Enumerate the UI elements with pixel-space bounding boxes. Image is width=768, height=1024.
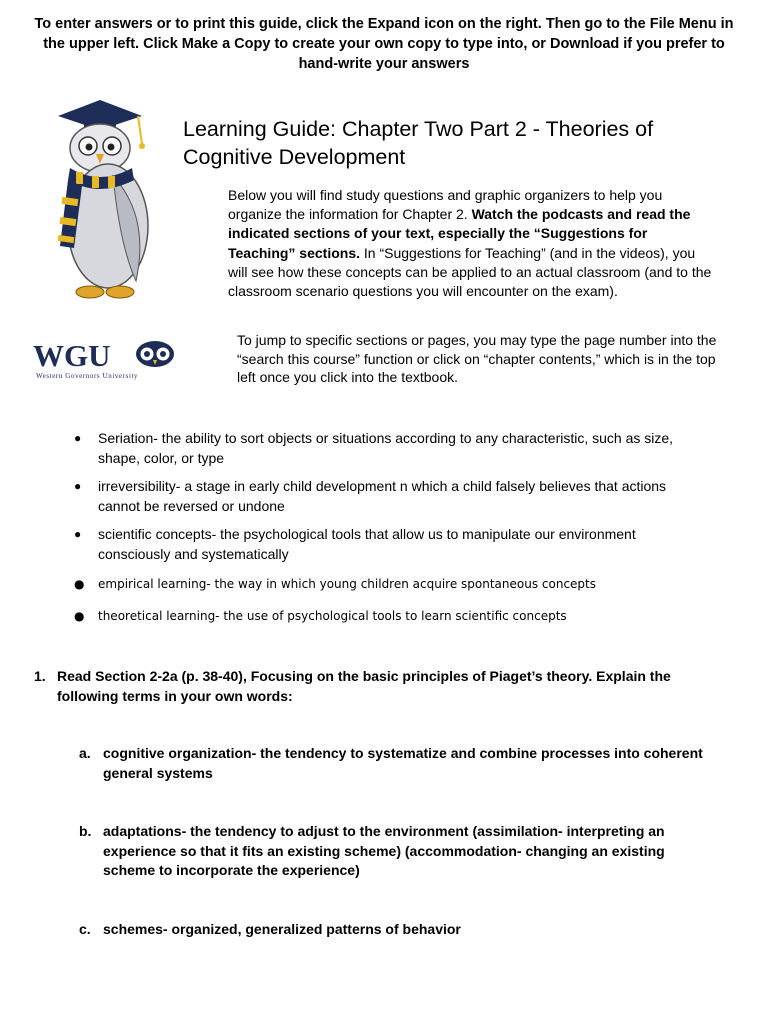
sub-question-letter: c. (79, 921, 91, 937)
bullet-icon: ● (74, 431, 82, 445)
intro-bold-text: Watch the podcasts and read the indicated sections of your text, especially the “Suggestions for Teaching” sections. (228, 206, 691, 261)
list-item (70, 607, 690, 627)
sub-question-text: cognitive organization- the tendency to systematize and combine processes into coherent general systems (103, 745, 703, 781)
intro-text-2: In “Suggestions for Teaching” (and in the videos), you will see how these concepts can be applied to an actual classroom (and to the classroom scenario questions you will encounter on the exam). (228, 244, 712, 300)
list-item (70, 477, 690, 516)
term-text: irreversibility- a stage in early child development n which a child falsely believes that actions cannot be reversed or undone (98, 478, 667, 514)
term-text: theoretical learning- the use of psychological tools to learn scientific concepts (98, 608, 567, 623)
term-text: empirical learning- the way in which young children acquire spontaneous concepts (98, 577, 597, 591)
bullet-icon: ● (74, 527, 82, 541)
sub-question-text: schemes- organized, generalized patterns of behavior (103, 921, 461, 937)
bullet-icon: ● (74, 479, 82, 493)
question-text: Read Section 2-2a (p. 38-40), Focusing on the basic principles of Piaget’s theory. Explain the following terms in your own words: (57, 668, 671, 704)
logo-subtitle: Western Governors University (36, 372, 139, 380)
sub-question-text: adaptations- the tendency to adjust to the environment (assimilation- interpreting an experience so that it fits an existing scheme) (accommodation- changing an existing scheme to incorporate the experience) (103, 823, 665, 878)
intro-text-1: Below you will find study questions and graphic organizers to help you organize the information for Chapter 2. (228, 187, 663, 223)
intro-paragraph (228, 186, 718, 301)
jump-instructions: To jump to specific sections or pages, you may type the page number into the “search this course” function or click on “chapter contents,” which is in the top left once you click into the textbook. (237, 332, 717, 385)
terms-list (70, 429, 690, 626)
sub-question-letter: a. (79, 745, 91, 761)
question-number: 1. (34, 668, 46, 684)
term-text: Seriation- the ability to sort objects or situations according to any characteristic, such as size, shape, color, or type (98, 430, 674, 466)
wgu-logo-wordmark: WGU (33, 338, 111, 373)
bullet-icon: ● (74, 608, 85, 623)
list-item (70, 525, 690, 564)
term-text: scientific concepts- the psychological tools that allow us to manipulate our environment consciously and systematically (98, 526, 636, 562)
sub-question-letter: b. (79, 823, 92, 839)
list-item (70, 575, 690, 595)
sub-question-a (79, 744, 719, 783)
sub-question-c (79, 920, 719, 940)
page-title: Learning Guide: Chapter Two Part 2 - Theories of Cognitive Development (183, 117, 654, 169)
question-1 (34, 666, 734, 706)
bullet-icon: ● (74, 577, 85, 591)
list-item (70, 429, 690, 468)
instructions-note: To enter answers or to print this guide, click the Expand icon on the right. Then go to the File Menu in the upper left. Click Make a Copy to create your own copy to type into, or Download if you prefer to hand-write your answers (34, 16, 734, 72)
owl-mascot-illustration (38, 96, 163, 306)
sub-question-b (79, 822, 719, 881)
